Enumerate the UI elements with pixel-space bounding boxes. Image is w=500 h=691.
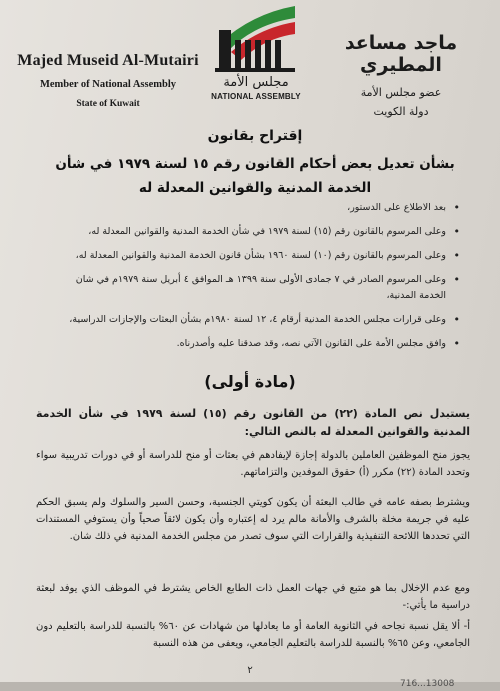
logo-english-text: NATIONAL ASSEMBLY (211, 92, 301, 101)
list-item (60, 200, 460, 216)
bullet-icon: • (453, 313, 460, 326)
proposal-title (40, 128, 470, 200)
article-paragraph-2: ويشترط بصفه عامه في طالب البعثة أن يكون كويتي الجنسية، وحسن السير والسلوك ولم يسبق الحكم عليه في جريمة مخلة بالشرف والأمانة مالم يرد له إعتباره وأن يكون لائقاً صحياً وأن يستوفي المستندات التي تحددها اللائحة التنفيذية والقرارات التي سوف تصدر من مجلس الخدمة المدنية في ذلك شان. (36, 497, 470, 542)
recital-text: وعلى المرسوم الصادر في ٧ جمادى الأولى سنة ١٣٩٩ هـ الموافق ٤ أبريل سنة ١٩٧٩م في شان الخدمة المدنية، (75, 274, 446, 301)
member-title-english: Member of National Assembly (39, 79, 176, 90)
article-paragraph-1: يجوز منح الموظفين العاملين بالدولة إجازة لإيفادهم في بعثات أو منح للدراسة أو في دورات تدريبية سواء وتحدد المادة (٢٢) مكرر (أ) حقوق الموفدين والتزاماتهم. (36, 450, 470, 478)
state-arabic: دولة الكويت (373, 105, 429, 118)
bullet-icon: • (453, 249, 460, 262)
list-item (60, 224, 460, 240)
bullet-icon: • (453, 225, 460, 238)
list-item (60, 272, 460, 304)
proposal-title-line1: إقتراح بقانون (207, 128, 303, 144)
member-name-arabic: ماجد مساعد المطيري (344, 32, 458, 76)
recital-text: بعد الاطلاع على الدستور، (347, 202, 446, 213)
recital-text: وعلى المرسوم بالقانون رقم (١٠) لسنة ١٩٦٠ بشأن قانون الخدمة المدنية والقوانين المعدلة له، (75, 250, 446, 261)
article-intro: يستبدل نص المادة (٢٢) من القانون رقم (١٥) لسنة ١٩٧٩ في شأن الخدمة المدنية والقوانين المعدلة له بالنص التالي: (36, 407, 471, 438)
recital-text: وعلى قرارات مجلس الخدمة المدنية أرقام ٤، ١٢ لسنة ١٩٨٠م بشأن البعثات والإجازات الدراسية، (69, 314, 446, 325)
header-right-arabic (316, 32, 486, 118)
bullet-icon: • (453, 273, 460, 286)
footer-number: 716...13008 (400, 679, 455, 689)
list-item (60, 312, 460, 328)
national-assembly-logo (196, 4, 316, 120)
recital-text: وعلى المرسوم بالقانون رقم (١٥) لسنة ١٩٧٩ في شأن الخدمة المدنية والقوانين المعدلة له، (88, 226, 446, 237)
header-left-english (8, 52, 208, 109)
list-item (60, 248, 460, 264)
article-paragraph-4: أ- ألا يقل نسبة نجاحه في الثانوية العامة أو ما يعادلها من شهادات عن ٦٠% بالنسبة للدراسة بالتعليم دون الجامعي، وعن ٦٥% بالنسبة للدراسة بالتعليم الجامعي، ويعفى من هذه النسبة (36, 621, 470, 649)
logo-arabic-text: مجلس الأمة (223, 75, 289, 90)
list-item (60, 336, 460, 352)
member-name-english: Majed Museid Al-Mutairi (17, 52, 199, 69)
bullet-icon: • (453, 201, 460, 214)
state-english: State of Kuwait (76, 99, 140, 109)
proposal-title-line2: بشأن تعديل بعض أحكام القانون رقم ١٥ لسنة ١٩٧٩ في شأن الخدمة المدنية والقوانين المعدلة له (55, 156, 455, 196)
article-heading: (مادة أولى) (204, 372, 296, 391)
page-number: ٢ (247, 665, 253, 676)
member-title-arabic: عضو مجلس الأمة (360, 86, 442, 99)
article-paragraph-3: ومع عدم الإخلال بما هو متبع في جهات العمل ذات الطابع الخاص يشترط في الموظف الذي يوفد لبعثة دراسية ما يأتي:- (36, 583, 470, 611)
assembly-emblem-icon (211, 4, 301, 74)
bullet-icon: • (453, 337, 460, 350)
recital-text: وافق مجلس الأمة على القانون الآتي نصه، وقد صدقنا عليه وأصدرناه. (176, 338, 446, 349)
recitals-list (60, 200, 460, 360)
